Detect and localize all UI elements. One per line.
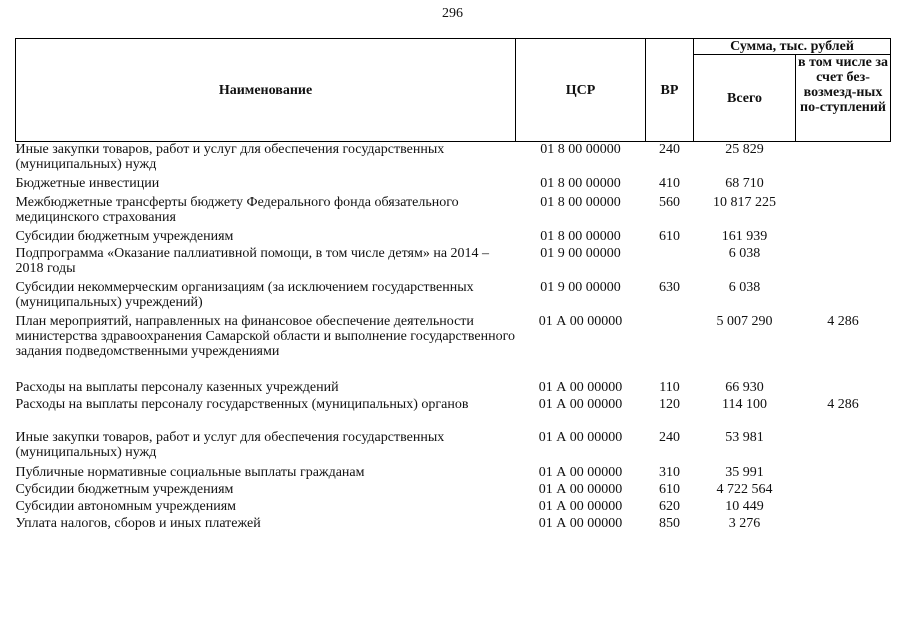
row-total: 114 100 bbox=[722, 396, 767, 412]
row-csr: 01 8 00 00000 bbox=[540, 175, 621, 191]
row-vr: 240 bbox=[659, 142, 680, 157]
row-total: 35 991 bbox=[725, 464, 764, 480]
budget-table bbox=[15, 38, 891, 533]
row-free bbox=[796, 430, 891, 465]
row-free bbox=[796, 176, 891, 195]
row-name: Расходы на выплаты персоналу государственных (муниципальных) органов bbox=[15, 396, 469, 412]
row-name: Расходы на выплаты персоналу казенных учреждений bbox=[15, 379, 339, 395]
table-body bbox=[16, 142, 891, 533]
header-name: Наименование bbox=[16, 39, 516, 142]
row-vr bbox=[646, 246, 694, 280]
row-csr: 01 9 00 00000 bbox=[540, 279, 621, 295]
row-csr: 01 9 00 00000 bbox=[540, 245, 621, 261]
table-row bbox=[16, 397, 891, 430]
row-vr bbox=[646, 314, 694, 380]
row-csr: 01 А 00 00000 bbox=[538, 515, 623, 531]
row-name: План мероприятий, направленных на финансовое обеспечение деятельности министерства здравоохранения Самарской области и выполнение государственного задания подведомственными учреждениями bbox=[15, 313, 515, 359]
row-free bbox=[796, 246, 891, 280]
row-free: 4 286 bbox=[827, 396, 859, 412]
row-csr: 01 А 00 00000 bbox=[538, 429, 623, 445]
row-csr: 01 А 00 00000 bbox=[538, 464, 623, 480]
row-csr: 01 8 00 00000 bbox=[540, 228, 621, 244]
table-row bbox=[16, 482, 891, 499]
row-vr: 560 bbox=[659, 194, 680, 210]
row-total: 5 007 290 bbox=[716, 313, 773, 329]
row-vr: 240 bbox=[659, 429, 680, 445]
table-header bbox=[16, 39, 891, 142]
row-total: 6 038 bbox=[728, 279, 761, 295]
row-free bbox=[796, 465, 891, 482]
row-free bbox=[796, 380, 891, 397]
row-vr: 410 bbox=[659, 175, 680, 191]
table-row bbox=[16, 142, 891, 176]
table-row bbox=[16, 430, 891, 465]
row-name: Иные закупки товаров, работ и услуг для обеспечения государственных (муниципальных) нужд bbox=[15, 142, 445, 172]
row-csr: 01 А 00 00000 bbox=[538, 313, 623, 329]
row-csr: 01 8 00 00000 bbox=[540, 194, 621, 210]
row-vr: 120 bbox=[659, 396, 680, 412]
header-sum-group: Сумма, тыс. рублей bbox=[694, 39, 891, 55]
row-vr: 110 bbox=[659, 379, 680, 395]
row-csr: 01 А 00 00000 bbox=[538, 396, 623, 412]
row-csr: 01 А 00 00000 bbox=[538, 481, 623, 497]
row-name: Субсидии бюджетным учреждениям bbox=[15, 481, 234, 497]
row-name: Субсидии автономным учреждениям bbox=[15, 498, 237, 514]
row-name: Бюджетные инвестиции bbox=[15, 175, 160, 191]
table-row bbox=[16, 176, 891, 195]
row-total: 68 710 bbox=[725, 175, 764, 191]
row-free bbox=[796, 229, 891, 246]
row-free bbox=[796, 482, 891, 499]
row-free bbox=[796, 499, 891, 516]
row-free bbox=[796, 195, 891, 229]
row-name: Межбюджетные трансферты бюджету Федерального фонда обязательного медицинского страхования bbox=[15, 194, 459, 225]
header-vr: ВР bbox=[646, 39, 694, 142]
row-free bbox=[796, 142, 891, 176]
row-csr: 01 А 00 00000 bbox=[538, 498, 623, 514]
row-total: 10 449 bbox=[725, 498, 764, 514]
row-total: 25 829 bbox=[725, 142, 764, 157]
page-number: 296 bbox=[442, 6, 463, 21]
table-row bbox=[16, 499, 891, 516]
row-name: Субсидии бюджетным учреждениям bbox=[15, 228, 234, 244]
row-vr: 850 bbox=[659, 515, 680, 531]
row-csr: 01 А 00 00000 bbox=[538, 379, 623, 395]
table-row bbox=[16, 229, 891, 246]
row-name: Подпрограмма «Оказание паллиативной помощи, в том числе детям» на 2014 – 2018 годы bbox=[15, 245, 490, 276]
table-row bbox=[16, 465, 891, 482]
row-total: 53 981 bbox=[725, 429, 764, 445]
header-free: в том числе за счет без-возмезд-ных по-ступлений bbox=[796, 55, 891, 142]
row-total: 6 038 bbox=[728, 245, 761, 261]
row-name: Публичные нормативные социальные выплаты гражданам bbox=[15, 464, 365, 480]
row-total: 3 276 bbox=[728, 515, 761, 531]
row-free: 4 286 bbox=[827, 313, 859, 329]
table-row bbox=[16, 246, 891, 280]
row-name: Уплата налогов, сборов и иных платежей bbox=[15, 515, 261, 531]
table-row bbox=[16, 280, 891, 314]
header-total: Всего bbox=[694, 55, 796, 142]
row-vr: 610 bbox=[659, 481, 680, 497]
row-vr: 310 bbox=[659, 464, 680, 480]
row-vr: 630 bbox=[659, 279, 680, 295]
row-free bbox=[796, 516, 891, 533]
table-row bbox=[16, 314, 891, 380]
table-row bbox=[16, 516, 891, 533]
row-name: Иные закупки товаров, работ и услуг для обеспечения государственных (муниципальных) нужд bbox=[15, 429, 445, 460]
row-total: 161 939 bbox=[721, 228, 768, 244]
row-vr: 610 bbox=[659, 228, 680, 244]
row-csr: 01 8 00 00000 bbox=[540, 142, 621, 157]
table-row bbox=[16, 195, 891, 229]
row-free bbox=[796, 280, 891, 314]
row-total: 10 817 225 bbox=[713, 194, 776, 210]
header-csr: ЦСР bbox=[516, 39, 646, 142]
row-name: Субсидии некоммерческим организациям (за исключением государственных (муниципальных) учреждений) bbox=[15, 279, 474, 310]
row-total: 4 722 564 bbox=[716, 481, 773, 497]
row-total: 66 930 bbox=[725, 379, 764, 395]
table-row bbox=[16, 380, 891, 397]
row-vr: 620 bbox=[659, 498, 680, 514]
